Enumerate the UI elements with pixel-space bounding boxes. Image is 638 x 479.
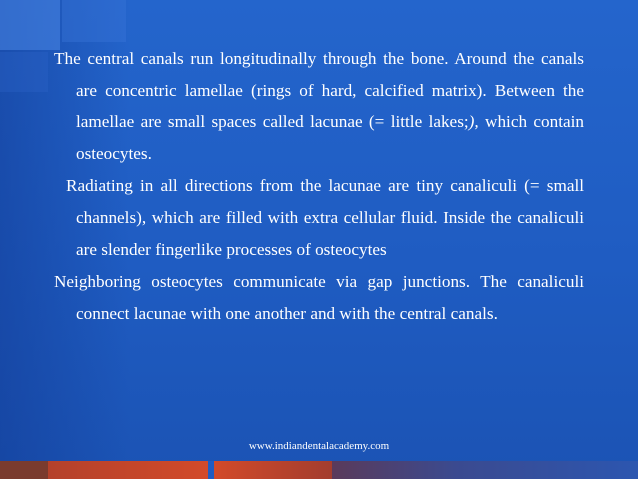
paragraph-canaliculi — [54, 170, 584, 265]
decorative-square — [0, 0, 60, 50]
paragraph-italic-punctuation: ), — [468, 112, 479, 132]
bar-segment — [48, 461, 208, 479]
decorative-square — [0, 52, 48, 92]
paragraph-gap-junctions — [54, 266, 584, 329]
paragraph-text: Neighboring osteocytes communicate via gap junctions. The canaliculi connect lacunae with one another and with the central canals. — [54, 272, 584, 323]
paragraph-central-canals — [54, 43, 584, 169]
bar-segment — [332, 461, 638, 479]
decorative-square — [62, 0, 126, 42]
footer-url: www.indiandentalacademy.com — [248, 440, 390, 452]
bar-segment — [0, 461, 48, 479]
paragraph-text: Radiating in all directions from the lacunae are tiny canaliculi (= small channels), which are filled with extra cellular fluid. Inside the canaliculi are slender fingerlike processes of osteocytes — [66, 176, 584, 259]
paragraph-text-tail: which contain osteocytes. — [76, 112, 584, 163]
bar-segment — [214, 461, 332, 479]
paragraph-text: The central canals run longitudinally through the bone. Around the canals are concentric lamellae (rings of hard, calcified matrix). Between the lamellae are small spaces called lacunae (= little lakes; — [54, 49, 584, 132]
bottom-decorative-bar — [0, 461, 638, 479]
slide-body — [54, 43, 584, 329]
